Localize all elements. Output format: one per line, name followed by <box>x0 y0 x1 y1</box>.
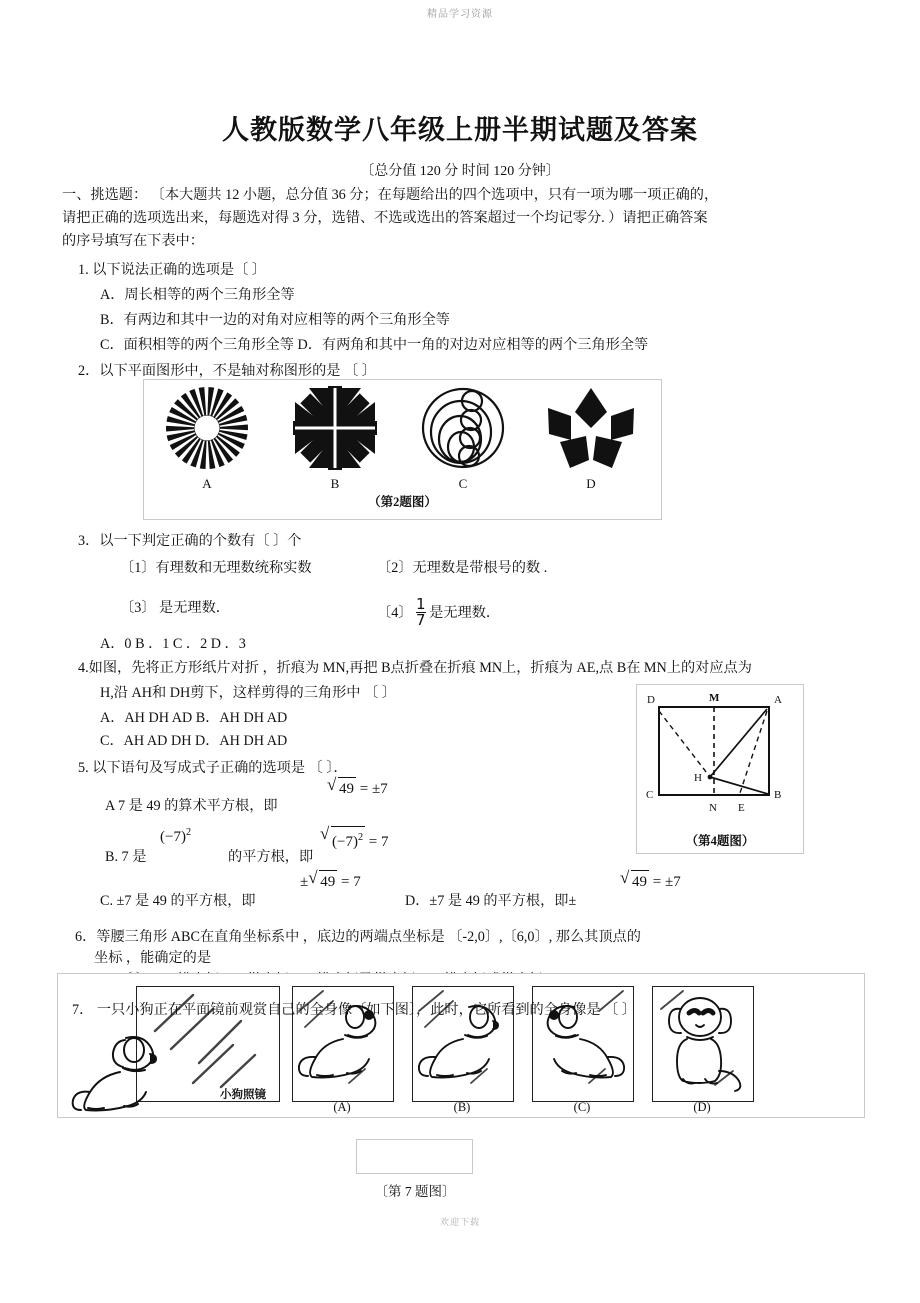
svg-text:H: H <box>694 772 702 784</box>
question-2-figure <box>143 379 662 520</box>
bottom-watermark: 欢迎下载 <box>439 1218 480 1228</box>
dog-option-d-icon <box>653 987 750 1098</box>
option-label-b: (B) <box>453 1100 471 1114</box>
option-b-prefix: B. 7 是 <box>105 849 147 865</box>
question-7-stem: 7． 一只小狗正在平面镜前观赏自己的全身像〔如下图〕，此时，它所看到的全身像是 〔 〕 <box>72 1002 636 1018</box>
shape-d-four-diamond-icon <box>536 384 646 476</box>
question-5-option-d: D．±7 是 49 的平方根，即± <box>405 893 577 909</box>
question-6-line-1: 6．等腰三角形 ABC在直角坐标系中 ，底边的两端点坐标是 〔-2,0〕,〔6,0〕, 那么其顶点的 <box>75 929 641 945</box>
question-3-statement-1: 〔1〕有理数和无理数统称实数 <box>120 560 312 576</box>
question-1-option-a: A．周长相等的两个三角形全等 <box>100 287 295 303</box>
answer-box <box>356 1139 473 1174</box>
question-5-formula-c: ± √ 49 = 7 <box>300 870 361 893</box>
question-1-option-b: B．有两边和其中一边的对角对应相等的两个三角形全等 <box>100 312 450 328</box>
top-watermark: 精品学习资源 <box>427 9 493 20</box>
shape-label-d: D <box>586 476 596 491</box>
question-3-statement-2: 〔2〕无理数是带根号的数 . <box>377 560 548 576</box>
svg-text:E: E <box>738 802 745 814</box>
svg-text:A: A <box>774 694 782 706</box>
shape-b-star-cross-icon <box>280 384 390 476</box>
statement-4-suffix: 是无理数． <box>429 605 501 622</box>
fraction-one-seventh <box>416 597 426 629</box>
question-5-option-a: A 7 是 49 的算术平方根，即 <box>105 798 278 814</box>
question-2-stem: 2．以下平面图形中，不是轴对称图形的是 〔 〕 <box>78 363 376 379</box>
shape-label-a: A <box>202 476 212 491</box>
dog-facing-mirror-icon <box>68 1020 173 1112</box>
sqrt-49-a-icon: √ 49 <box>327 777 356 800</box>
question-4-stem-line-2: H,沿 AH和 DH剪下，这样剪得的三角形中 〔 〕 <box>100 685 396 701</box>
question-4-option-ab: A．AH DH AD B．AH DH AD <box>100 710 288 726</box>
question-5-formula-b: √ $(-7)^2 = 7$ <box>320 826 389 853</box>
sqrt-49-c-icon: √ 49 <box>308 870 337 893</box>
svg-text:B: B <box>774 789 782 801</box>
question-4-figure <box>636 684 804 854</box>
shape-c-circles-icon <box>408 384 518 476</box>
shape-label-c: C <box>458 476 468 491</box>
question-3-options: A．0 B ．1 C ．2 D ．3 <box>100 636 246 652</box>
instructions-line-1: 一、挑选题： 〔本大题共 12 小题，总分值 36 分；在每题给出的四个选项中，只有一项为哪一项正确的， <box>62 187 719 203</box>
question-7-figure-caption: 〔第 7 题图〕 <box>374 1184 456 1199</box>
question-5-option-b-suffix: 的平方根，即 <box>228 849 314 865</box>
page-title: 人教版数学八年级上册半期试题及答案 <box>222 115 698 145</box>
sqrt-neg7-squared-icon: √ $(-7)^2$ <box>320 826 365 853</box>
question-5-formula-a: √ 49 = ±7 <box>327 777 388 800</box>
question-3-statement-3: 〔3〕 是无理数． <box>120 600 230 616</box>
instructions-line-3: 的序号填写在下表中： <box>62 233 204 249</box>
option-label-c: (C) <box>573 1100 591 1114</box>
question-5-power-b <box>160 822 191 848</box>
folded-square-diagram <box>637 685 803 825</box>
shape-a-sunburst-icon <box>152 384 262 476</box>
fraction-numerator: 1 <box>416 595 426 613</box>
fraction-denominator: 7 <box>416 611 426 630</box>
page-subtitle: 〔总分值 120 分 时间 120 分钟〕 <box>360 164 560 179</box>
svg-text:D: D <box>647 694 655 706</box>
question-1-stem: 1. 以下说法正确的选项是〔 〕 <box>78 262 266 278</box>
mirror-caption: 小狗照镜 <box>220 1089 266 1101</box>
svg-text:C: C <box>646 789 654 801</box>
question-5-option-c: C. ±7 是 49 的平方根，即 <box>100 893 256 909</box>
power-exponent: 2 <box>185 827 192 838</box>
option-label-a: (A) <box>333 1100 351 1114</box>
option-panel-d <box>652 986 754 1102</box>
instructions <box>62 184 862 253</box>
question-1-option-c: C．面积相等的两个三角形全等 D．有两角和其中一角的对边对应相等的两个三角形全等 <box>100 337 649 353</box>
shape-label-b: B <box>330 476 340 491</box>
statement-4-prefix: 〔4〕 <box>377 605 413 622</box>
question-4-option-cd: C．AH AD DH D．AH DH AD <box>100 733 288 749</box>
question-4-figure-caption: （第4题图） <box>685 834 755 848</box>
svg-text:M: M <box>709 692 720 704</box>
question-6-line-2: 坐标 ，能确定的是 <box>94 950 212 966</box>
sqrt-49-d-icon: √ 49 <box>620 870 649 893</box>
option-label-d: (D) <box>693 1100 711 1114</box>
svg-text:N: N <box>709 802 717 814</box>
question-7-figure <box>57 973 865 1118</box>
question-5-formula-d: √ 49 = ±7 <box>620 870 681 893</box>
power-base: (−7) <box>160 829 186 845</box>
question-5-option-b <box>105 846 146 868</box>
question-2-figure-caption: （第2题图） <box>368 495 437 509</box>
question-3-statement-4 <box>377 597 500 629</box>
question-3-stem: 3．以一下判定正确的个数有〔 〕个 <box>78 533 302 549</box>
question-2-shape-row <box>144 384 661 491</box>
question-5-stem: 5. 以下语句及写成式子正确的选项是 〔 〕． <box>78 760 348 776</box>
question-4-stem-line-1: 4.如图，先将正方形纸片对折 ，折痕为 MN,再把 B点折叠在折痕 MN上，折痕为 AE,点 B在 MN上的对应点为 <box>78 660 752 676</box>
instructions-line-2: 请把正确的选项选出来，每题选对得 3 分，选错、不选或选出的答案超过一个均记零分. ）请把正确答案 <box>62 210 708 226</box>
